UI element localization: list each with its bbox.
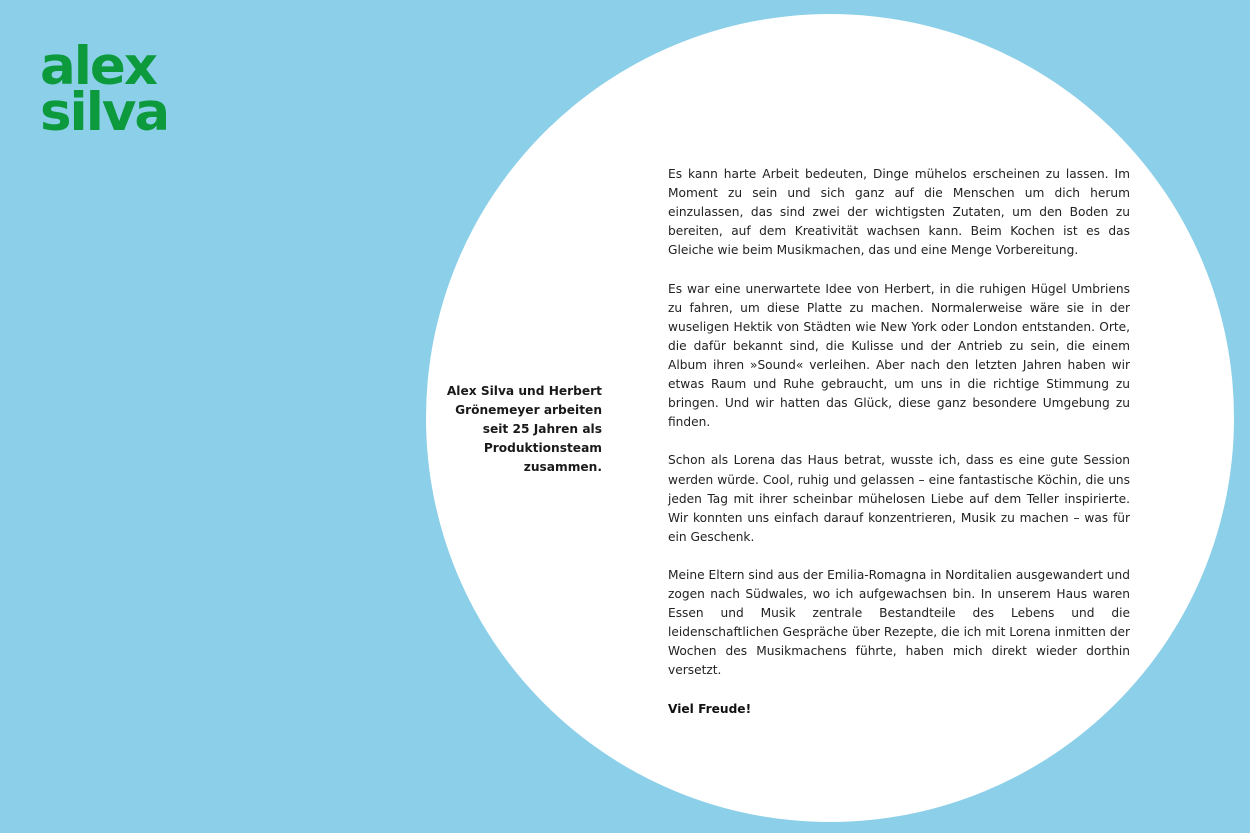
closing-line: Viel Freude!	[668, 701, 752, 716]
paragraph: Es kann harte Arbeit bedeuten, Dinge mühelos erscheinen zu lassen. Im Moment zu sein und sich ganz auf die Menschen um dich herum einzulassen, das sind zwei der wichtigsten Zutaten, um den Boden zu bereiten, auf dem Kreativität wachsen kann. Beim Kochen ist es das Gleiche wie beim Musikmachen, das und eine Menge Vorbereitung.	[668, 167, 1130, 258]
logo	[40, 36, 169, 143]
logo-line-first: alex	[40, 36, 157, 97]
logo-line-last: silva	[40, 82, 169, 143]
paragraph: Meine Eltern sind aus der Emilia-Romagna in Norditalien ausgewandert und zogen nach Südwales, wo ich aufgewachsen bin. In unserem Haus waren Essen und Musik zentrale Bestandteile des Lebens und die leidenschaftlichen Gespräche über Rezepte, die ich mit Lorena inmitten der Wochen des Musikmachens führte, haben mich direkt wieder dorthin versetzt.	[668, 567, 1130, 678]
paragraph: Schon als Lorena das Haus betrat, wusste ich, dass es eine gute Session werden würde. Cool, ruhig und gelassen – eine fantastische Köchin, die uns jeden Tag mit ihrer scheinbar mühelosen Liebe auf dem Teller inspirierte. Wir konnten uns einfach darauf konzentrieren, Musik zu machen – was für ein Geschenk.	[668, 453, 1130, 544]
paragraph: Es war eine unerwartete Idee von Herbert, in die ruhigen Hügel Umbriens zu fahren, um diese Platte zu machen. Normalerweise wäre sie in der wuseligen Hektik von Städten wie New York oder London entstanden. Orte, die dafür bekannt sind, die Kulisse und der Antrieb zu sein, die einem Album ihren »Sound« verleihen. Aber nach den letzten Jahren haben wir etwas Raum und Ruhe gebraucht, um uns in die richtige Stimmung zu bringen. Und wir hatten das Glück, diese ganz besondere Umgebung zu finden.	[668, 281, 1130, 430]
body-text	[668, 165, 1130, 738]
sidenote: Alex Silva und Herbert Grönemeyer arbeiten seit 25 Jahren als Produktionsteam zusammen.	[446, 384, 602, 474]
